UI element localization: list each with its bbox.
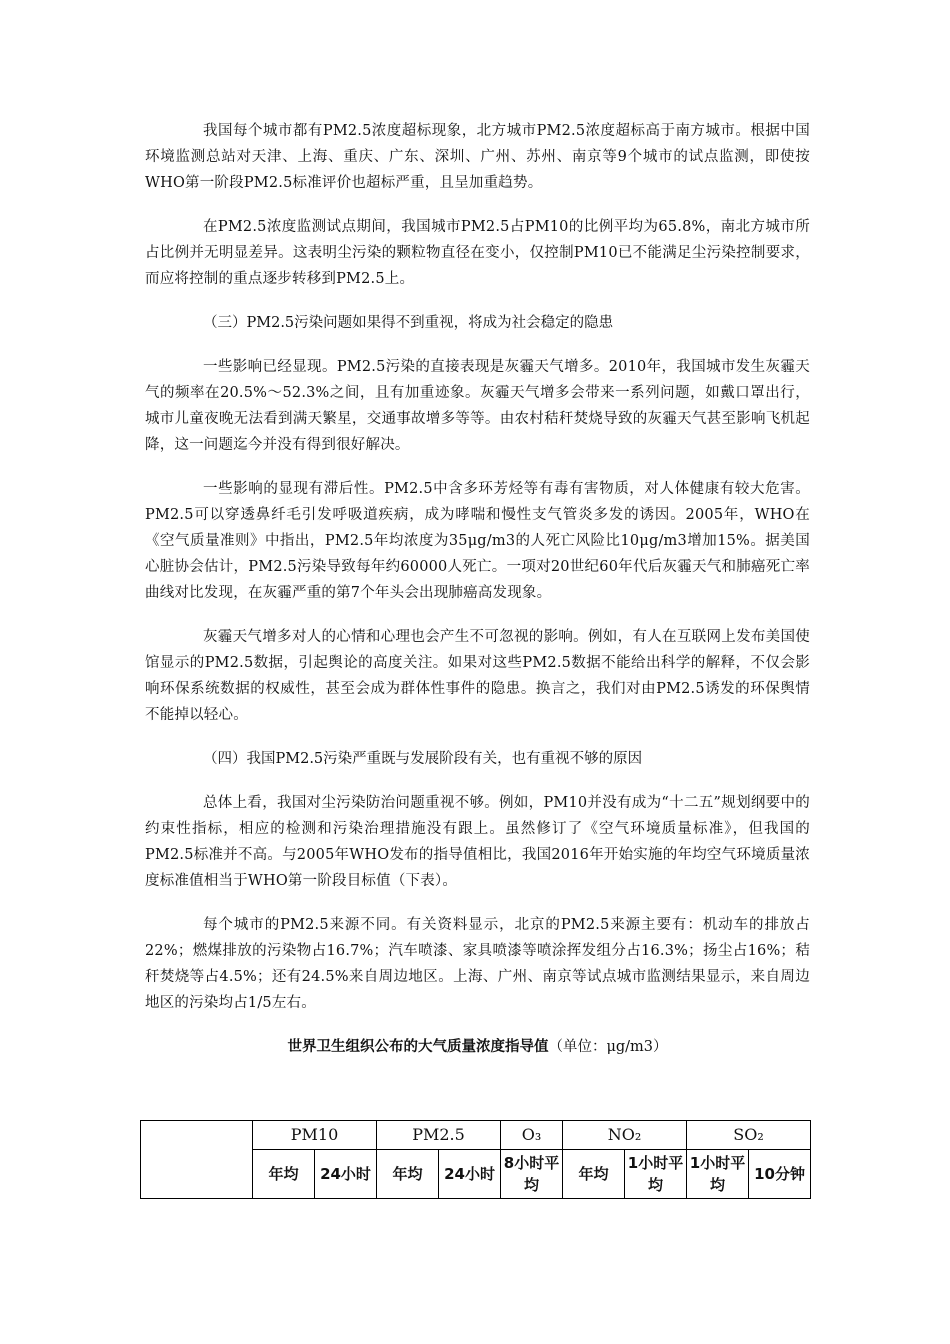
paragraph: 一些影响已经显现。PM2.5污染的直接表现是灰霾天气增多。2010年，我国城市发生灰霾天气的频率在20.5%～52.3%之间，且有加重迹象。灰霾天气增多会带来一系列问题，如戴口罩出行，城市儿童夜晚无法看到满天繁星，交通事故增多等等。由农村秸秆焚烧导致的灰霾天气甚至影响飞机起降，这一问题迄今并没有得到很好解决。: [145, 359, 810, 453]
header-no2: NO₂: [563, 1121, 687, 1150]
subheader-cell: 1小时平均: [687, 1150, 749, 1199]
subheader-cell: 8小时平均: [501, 1150, 563, 1199]
guideline-table: [140, 1120, 811, 1199]
subheader-cell: 年均: [563, 1150, 625, 1199]
section-heading: （四）我国PM2.5污染严重既与发展阶段有关，也有重视不够的原因: [203, 751, 643, 767]
subheader-cell: 24小时: [315, 1150, 377, 1199]
subheader-cell: 1小时平均: [625, 1150, 687, 1199]
subheader-cell: 年均: [377, 1150, 439, 1199]
document-body: [145, 118, 810, 1072]
paragraph: 我国每个城市都有PM2.5浓度超标现象，北方城市PM2.5浓度超标高于南方城市。根据中国环境监测总站对天津、上海、重庆、广东、深圳、广州、苏州、南京等9个城市的试点监测，即使按WHO第一阶段PM2.5标准评价也超标严重，且呈加重趋势。: [145, 123, 810, 191]
table-corner-cell: [141, 1121, 253, 1199]
header-pm25: PM2.5: [377, 1121, 501, 1150]
table-title-main: 世界卫生组织公布的大气质量浓度指导值: [287, 1039, 549, 1055]
subheader-cell: 10分钟: [749, 1150, 811, 1199]
paragraph: 每个城市的PM2.5来源不同。有关资料显示，北京的PM2.5来源主要有：机动车的排放占22%；燃煤排放的污染物占16.7%；汽车喷漆、家具喷漆等喷涂挥发组分占16.3%；扬尘占16%；秸秆焚烧等占4.5%；还有24.5%来自周边地区。上海、广州、南京等试点城市监测结果显示，来自周边地区的污染均占1/5左右。: [145, 917, 810, 1011]
subheader-cell: 年均: [253, 1150, 315, 1199]
paragraph: 总体上看，我国对尘污染防治问题重视不够。例如，PM10并没有成为“十二五”规划纲要中的约束性指标，相应的检测和污染治理措施没有跟上。虽然修订了《空气环境质量标准》，但我国的PM2.5标准并不高。与2005年WHO发布的指导值相比，我国2016年开始实施的年均空气环境质量浓度标准值相当于WHO第一阶段目标值（下表）。: [145, 795, 810, 889]
header-pm10: PM10: [253, 1121, 377, 1150]
paragraph: 灰霾天气增多对人的心情和心理也会产生不可忽视的影响。例如，有人在互联网上发布美国使馆显示的PM2.5数据，引起舆论的高度关注。如果对这些PM2.5数据不能给出科学的解释，不仅会影响环保系统数据的权威性，甚至会成为群体性事件的隐患。换言之，我们对由PM2.5诱发的环保舆情不能掉以轻心。: [145, 629, 810, 723]
header-o3: O₃: [501, 1121, 563, 1150]
paragraph: 在PM2.5浓度监测试点期间，我国城市PM2.5占PM10的比例平均为65.8%，南北方城市所占比例并无明显差异。这表明尘污染的颗粒物直径在变小，仅控制PM10已不能满足尘污染控制要求，而应将控制的重点逐步转移到PM2.5上。: [145, 219, 810, 287]
header-so2: SO₂: [687, 1121, 811, 1150]
paragraph: 一些影响的显现有滞后性。PM2.5中含多环芳烃等有毒有害物质，对人体健康有较大危害。PM2.5可以穿透鼻纤毛引发呼吸道疾病，成为哮喘和慢性支气管炎多发的诱因。2005年，WHO在《空气质量准则》中指出，PM2.5年均浓度为35μg/m3的人死亡风险比10μg/m3增加15%。据美国心脏协会估计，PM2.5污染导致每年约60000人死亡。一项对20世纪60年代后灰霾天气和肺癌死亡率曲线对比发现，在灰霾严重的第7个年头会出现肺癌高发现象。: [145, 481, 810, 601]
section-heading: （三）PM2.5污染问题如果得不到重视，将成为社会稳定的隐患: [203, 315, 614, 331]
table-title-unit: （单位：μg/m3）: [548, 1039, 668, 1055]
table-title: [145, 1034, 810, 1060]
subheader-cell: 24小时: [439, 1150, 501, 1199]
